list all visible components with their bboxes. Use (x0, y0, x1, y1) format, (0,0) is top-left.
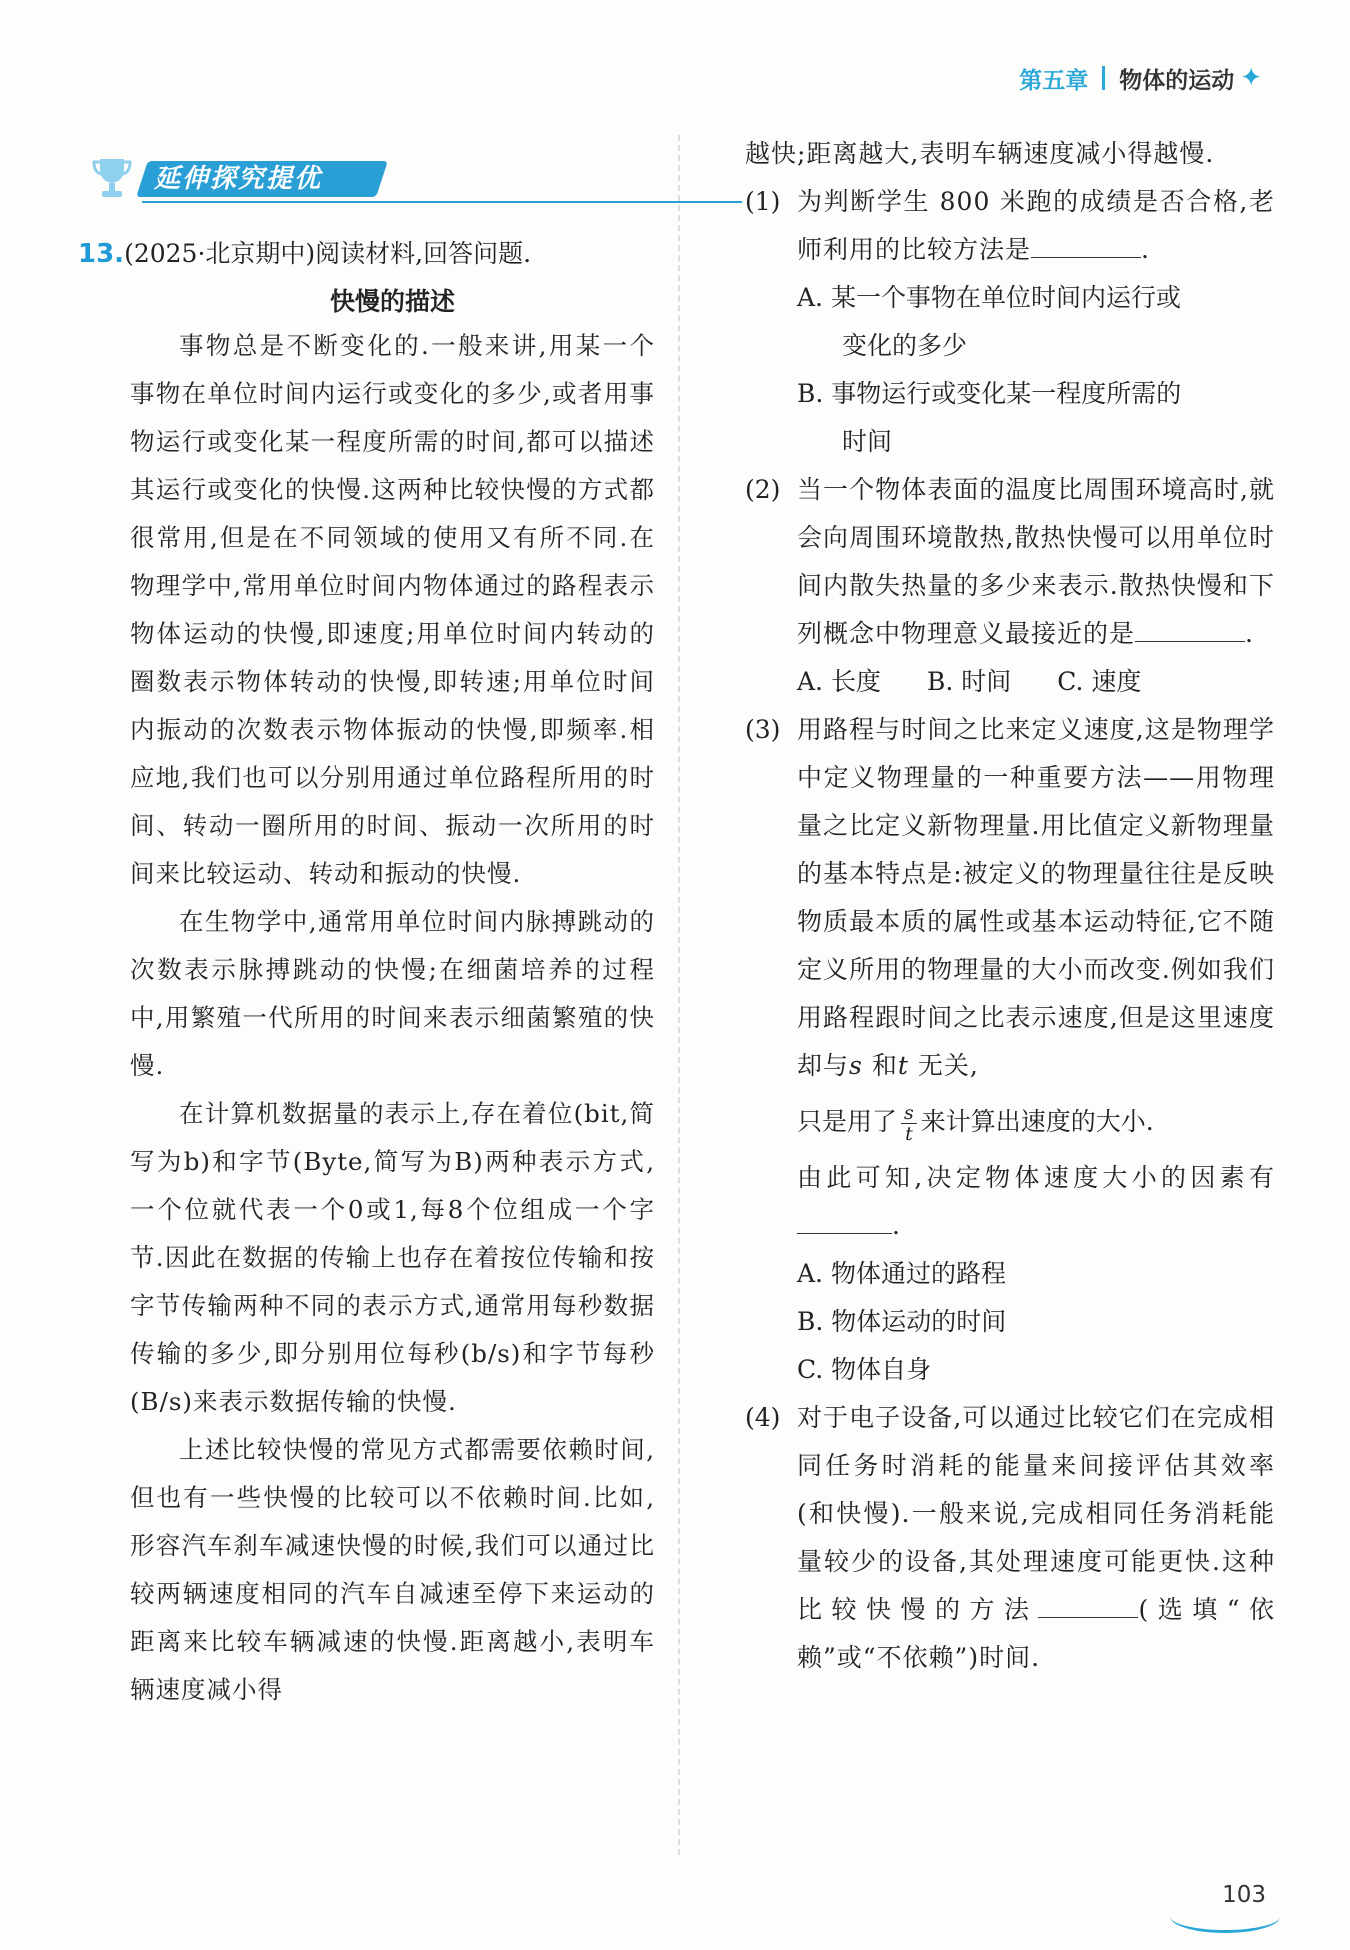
subquestion-number: (2) (745, 475, 781, 504)
option-c: C. 速度 (1057, 667, 1142, 696)
subquestion-2 (745, 466, 1275, 658)
subquestion-text: 用路程与时间之比来定义速度,这是物理学中定义物理量的一种重要方法——用物理量之比定义新物理量.用比值定义新物理量的基本特点是:被定义的物理量往往是反映物质最本质的属性或基本运动特征,它不随定义所用的物理量的大小而改变.例如我们用路程跟时间之比表示速度,但是这里速度却与 (797, 715, 1275, 1080)
var-t: t (897, 1051, 909, 1080)
page-number-arc (1170, 1900, 1280, 1933)
subquestion-number: (1) (745, 187, 781, 216)
subquestion-text-end: . (1141, 235, 1150, 264)
answer-blank[interactable] (1135, 611, 1245, 642)
fraction-s-over-t (901, 1103, 917, 1144)
option-a: A. 物体通过的路程 (797, 1259, 1006, 1288)
banner-underline (142, 201, 742, 203)
subquestion-text-end: . (1245, 619, 1254, 648)
article-title: 快慢的描述 (329, 287, 455, 316)
formula-prefix: 只是用了 (797, 1107, 898, 1136)
fraction-denominator: t (905, 1123, 913, 1145)
option-b: B. 物体运动的时间 (797, 1307, 1007, 1336)
conclusion-end: . (892, 1211, 901, 1240)
fraction-numerator: s (901, 1103, 917, 1124)
formula-line (745, 1098, 1275, 1146)
chapter-title: 物体的运动 (1119, 67, 1235, 94)
option-b-cont: 时间 (842, 427, 893, 456)
article-continuation: 越快;距离越大,表明车辆速度减小得越慢. (745, 139, 1215, 168)
and-text: 和 (871, 1051, 898, 1080)
conclusion-line (745, 1154, 1275, 1250)
option-c: C. 物体自身 (797, 1355, 932, 1384)
header-separator (1102, 66, 1105, 90)
article-paragraph: 事物总是不断变化的.一般来讲,用某一个事物在单位时间内运行或变化的多少,或者用事物运行或变化某一程度所需的时间,都可以描述其运行或变化的快慢.这两种比较快慢的方式都很常用,但是在不同领域的使用又有所不同.在物理学中,常用单位时间内物体通过的路程表示物体运动的快慢,即速度;用单位时间内转动的圈数表示物体转动的快慢,即转速;用单位时间内振动的次数表示物体振动的快慢,即频率.相应地,我们也可以分别用通过单位路程所用的时间、转动一圈所用的时间、振动一次所用的时间来比较运动、转动和振动的快慢. (130, 331, 655, 888)
article-paragraph: 在生物学中,通常用单位时间内脉搏跳动的次数表示脉搏跳动的快慢;在细菌培养的过程中,用繁殖一代所用的时间来表示细菌繁殖的快慢. (130, 907, 655, 1080)
option-a-cont: 变化的多少 (842, 331, 968, 360)
option-b: B. 事物运行或变化某一程度所需的 (797, 379, 1182, 408)
conclusion-text: 由此可知,决定物体速度大小的因素有 (797, 1163, 1275, 1192)
subquestion-3 (745, 706, 1275, 1090)
options-row (745, 658, 1275, 706)
subquestion-text-end: (选填“依赖”或“不依赖”)时间. (797, 1595, 1275, 1672)
subquestion-1 (745, 178, 1275, 274)
answer-blank[interactable] (797, 1203, 892, 1234)
right-column (745, 130, 1275, 1682)
subquestion-text: 为判断学生 800 米跑的成绩是否合格,老师利用的比较方法是 (797, 187, 1275, 264)
article-paragraph: 在计算机数据量的表示上,存在着位(bit,简写为b)和字节(Byte,简写为B)两种表示方式,一个位就代表一个0或1,每8个位组成一个字节.因此在数据的传输上也存在着按位传输和按字节传输两种不同的表示方式,通常用每秒数据传输的多少,即分别用位每秒(b/s)和字节每秒(B/s)来表示数据传输的快慢. (130, 1099, 655, 1416)
section-banner (92, 155, 652, 203)
option-a: A. 某一个事物在单位时间内运行或 (797, 283, 1181, 312)
article-paragraph: 上述比较快慢的常见方式都需要依赖时间,但也有一些快慢的比较可以不依赖时间.比如,形容汽车刹车减速快慢的时候,我们可以通过比较两辆速度相同的汽车自减速至停下来运动的距离来比较车辆减速的快慢.距离越小,表明车辆速度减小得 (130, 1435, 655, 1704)
question-source: (2025·北京期中)阅读材料,回答问题. (124, 239, 532, 268)
answer-blank[interactable] (1031, 227, 1141, 258)
formula-suffix: 来计算出速度的大小. (920, 1107, 1154, 1136)
question-header (78, 230, 658, 278)
question-number: 13. (78, 239, 125, 269)
article-body (130, 322, 655, 1714)
chapter-label: 第五章 (1019, 67, 1089, 94)
option-a: A. 长度 (797, 667, 881, 696)
subquestion-4 (745, 1394, 1275, 1682)
column-divider (678, 135, 680, 1855)
subquestion-text: 对于电子设备,可以通过比较它们在完成相同任务时消耗的能量来间接评估其效率(和快慢).一般来说,完成相同任务消耗能量较少的设备,其处理速度可能更快.这种比较快慢的方法 (797, 1403, 1275, 1624)
option-b: B. 时间 (926, 667, 1012, 696)
banner-title: 延伸探究提优 (154, 164, 323, 194)
subquestion-text: 当一个物体表面的温度比周围环境高时,就会向周围环境散热,散热快慢可以用单位时间内散失热量的多少来表示.散热快慢和下列概念中物理意义最接近的是 (797, 475, 1275, 648)
answer-blank[interactable] (1038, 1587, 1138, 1618)
subquestion-text-tail: 无关, (917, 1051, 979, 1080)
page-header (1019, 58, 1262, 98)
var-s: s (849, 1051, 863, 1080)
subquestion-number: (4) (745, 1403, 781, 1432)
subquestion-number: (3) (745, 715, 781, 744)
page-number: 103 (1222, 1882, 1266, 1908)
trophy-icon (92, 155, 132, 201)
sparkle-icon: ✦ (1240, 63, 1262, 93)
